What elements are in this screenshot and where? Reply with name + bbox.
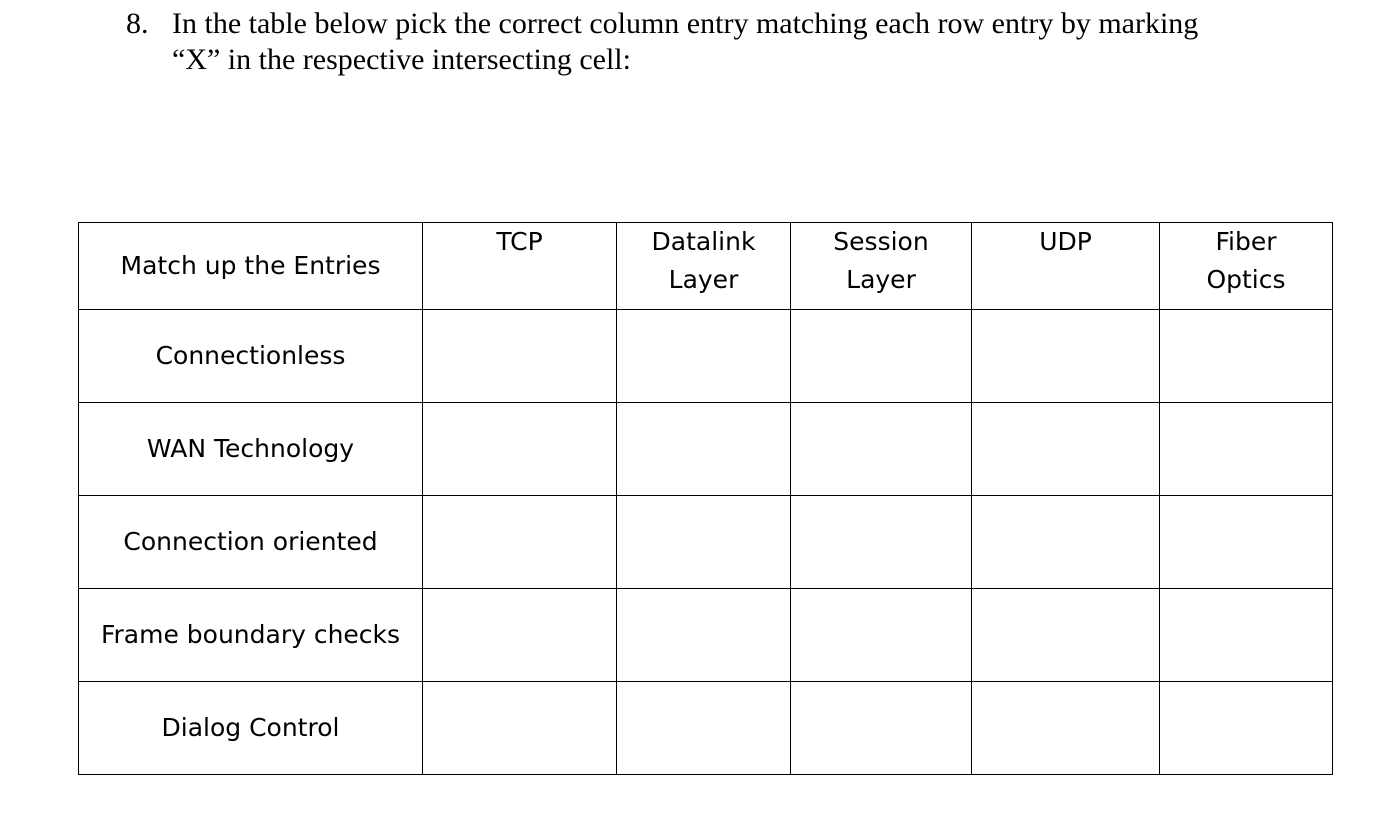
answer-cell[interactable] bbox=[617, 310, 791, 403]
column-header-tcp bbox=[423, 223, 617, 310]
answer-cell[interactable] bbox=[1160, 310, 1333, 403]
answer-cell[interactable] bbox=[1160, 589, 1333, 682]
question-line-2: “X” in the respective intersecting cell: bbox=[172, 43, 631, 76]
row-label-frame-boundary-checks: Frame boundary checks bbox=[79, 589, 423, 682]
row-label-connectionless: Connectionless bbox=[79, 310, 423, 403]
table-row bbox=[79, 403, 1333, 496]
answer-cell[interactable] bbox=[972, 496, 1160, 589]
corner-header: Match up the Entries bbox=[79, 223, 423, 310]
column-header-line: Layer bbox=[846, 265, 916, 294]
answer-cell[interactable] bbox=[423, 682, 617, 775]
column-header-line: UDP bbox=[1039, 227, 1092, 256]
answer-cell[interactable] bbox=[423, 589, 617, 682]
answer-cell[interactable] bbox=[617, 496, 791, 589]
column-header-session-layer bbox=[791, 223, 972, 310]
column-header-fiber-optics bbox=[1160, 223, 1333, 310]
answer-cell[interactable] bbox=[791, 403, 972, 496]
answer-cell[interactable] bbox=[791, 682, 972, 775]
table-row bbox=[79, 310, 1333, 403]
answer-cell[interactable] bbox=[423, 403, 617, 496]
column-header-line: Layer bbox=[668, 265, 739, 294]
answer-cell[interactable] bbox=[972, 589, 1160, 682]
column-header-line: Fiber bbox=[1215, 227, 1277, 256]
table-row bbox=[79, 496, 1333, 589]
answer-cell[interactable] bbox=[1160, 682, 1333, 775]
question-number: 8. bbox=[126, 7, 149, 40]
answer-cell[interactable] bbox=[1160, 496, 1333, 589]
column-header-line: Datalink bbox=[651, 227, 756, 256]
column-header-udp bbox=[972, 223, 1160, 310]
column-header-line: TCP bbox=[496, 227, 543, 256]
table-row bbox=[79, 589, 1333, 682]
answer-cell[interactable] bbox=[972, 682, 1160, 775]
header-row bbox=[79, 223, 1333, 310]
answer-cell[interactable] bbox=[972, 403, 1160, 496]
answer-cell[interactable] bbox=[617, 589, 791, 682]
question-line-1: In the table below pick the correct column entry matching each row entry by marking bbox=[172, 7, 1199, 40]
answer-cell[interactable] bbox=[791, 310, 972, 403]
table-row bbox=[79, 682, 1333, 775]
matching-table bbox=[78, 222, 1333, 775]
answer-cell[interactable] bbox=[1160, 403, 1333, 496]
answer-cell[interactable] bbox=[791, 496, 972, 589]
column-header-line: Optics bbox=[1206, 265, 1286, 294]
answer-cell[interactable] bbox=[423, 496, 617, 589]
answer-cell[interactable] bbox=[617, 682, 791, 775]
answer-cell[interactable] bbox=[791, 589, 972, 682]
column-header-line: Session bbox=[833, 227, 929, 256]
row-label-dialog-control: Dialog Control bbox=[79, 682, 423, 775]
answer-cell[interactable] bbox=[972, 310, 1160, 403]
row-label-wan-technology: WAN Technology bbox=[79, 403, 423, 496]
answer-cell[interactable] bbox=[617, 403, 791, 496]
question-text bbox=[172, 6, 1312, 78]
column-header-datalink-layer bbox=[617, 223, 791, 310]
row-label-connection-oriented: Connection oriented bbox=[79, 496, 423, 589]
answer-cell[interactable] bbox=[423, 310, 617, 403]
